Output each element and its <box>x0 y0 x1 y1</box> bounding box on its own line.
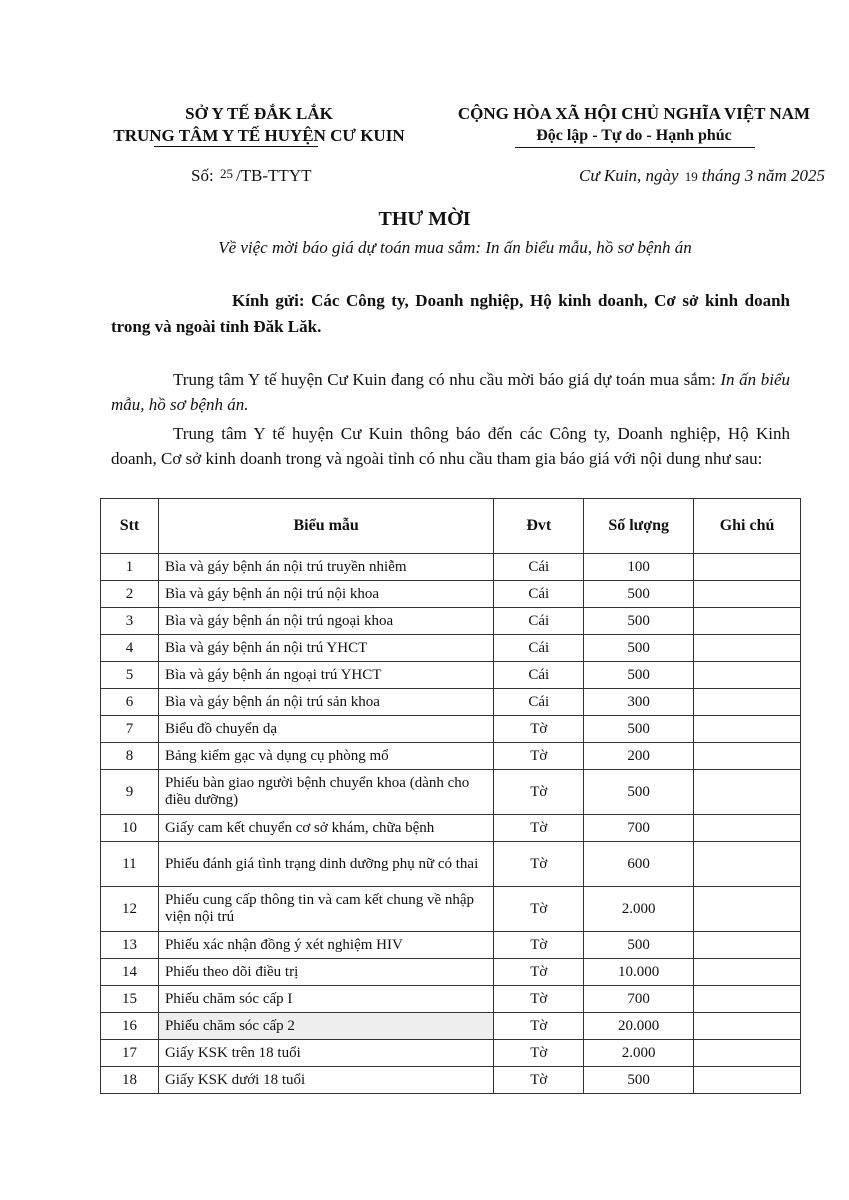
cell-name: Giấy KSK trên 18 tuổi <box>158 1040 493 1067</box>
cell-note <box>694 608 801 635</box>
cell-name: Giấy KSK dưới 18 tuổi <box>158 1067 493 1094</box>
cell-qty: 500 <box>584 581 694 608</box>
cell-stt: 5 <box>101 662 159 689</box>
cell-qty: 600 <box>584 842 694 887</box>
cell-unit: Tờ <box>494 743 584 770</box>
cell-qty: 200 <box>584 743 694 770</box>
table-row <box>101 959 801 986</box>
cell-note <box>694 770 801 815</box>
cell-note <box>694 1013 801 1040</box>
cell-note <box>694 932 801 959</box>
cell-stt: 2 <box>101 581 159 608</box>
cell-stt: 9 <box>101 770 159 815</box>
table-row <box>101 1067 801 1094</box>
cell-note <box>694 815 801 842</box>
header-note: Ghi chú <box>694 499 801 554</box>
cell-unit: Cái <box>494 581 584 608</box>
issuer-underline <box>154 146 318 147</box>
header-qty: Số lượng <box>584 499 694 554</box>
cell-qty: 10.000 <box>584 959 694 986</box>
document-title: THƯ MỜI <box>378 208 471 230</box>
cell-unit: Tờ <box>494 716 584 743</box>
doc-number-prefix: Số: <box>191 166 214 185</box>
cell-note <box>694 743 801 770</box>
cell-unit: Tờ <box>494 959 584 986</box>
cell-note <box>694 581 801 608</box>
cell-note <box>694 1067 801 1094</box>
cell-name: Phiếu chăm sóc cấp I <box>158 986 493 1013</box>
table-row <box>101 554 801 581</box>
cell-unit: Cái <box>494 662 584 689</box>
header-stt: Stt <box>101 499 159 554</box>
date-rest: tháng 3 năm 2025 <box>701 166 825 185</box>
cell-note <box>694 716 801 743</box>
cell-unit: Tờ <box>494 770 584 815</box>
cell-note <box>694 1040 801 1067</box>
document-date <box>579 166 825 186</box>
cell-qty: 500 <box>584 770 694 815</box>
cell-name: Phiếu bàn giao người bệnh chuyển khoa (dành cho điều dưỡng) <box>158 770 493 815</box>
cell-stt: 1 <box>101 554 159 581</box>
recipient-line: Kính gửi: Các Công ty, Doanh nghiệp, Hộ kinh doanh, Cơ sở kinh doanh trong và ngoài tỉnh Đăk Lăk. <box>111 291 790 336</box>
cell-note <box>694 689 801 716</box>
national-title: CỘNG HÒA XÃ HỘI CHỦ NGHĨA VIỆT NAM <box>457 104 811 123</box>
issuer-parent-org: SỞ Y TẾ ĐẮK LẮK <box>185 104 333 123</box>
cell-name: Bìa và gáy bệnh án nội trú nội khoa <box>158 581 493 608</box>
doc-number-value: 25 <box>219 166 233 181</box>
cell-note <box>694 842 801 887</box>
cell-unit: Tờ <box>494 1067 584 1094</box>
cell-stt: 4 <box>101 635 159 662</box>
motto-underline <box>515 147 755 148</box>
cell-name: Phiếu chăm sóc cấp 2 <box>158 1013 493 1040</box>
table-row <box>101 1040 801 1067</box>
cell-unit: Tờ <box>494 986 584 1013</box>
date-place-prefix: Cư Kuin, ngày <box>579 166 679 185</box>
cell-qty: 500 <box>584 635 694 662</box>
cell-name: Phiếu theo dõi điều trị <box>158 959 493 986</box>
notice-paragraph: Trung tâm Y tế huyện Cư Kuin thông báo đến các Công ty, Doanh nghiệp, Hộ Kinh doanh, Cơ sở kinh doanh trong và ngoài tỉnh có nhu cầu tham gia báo giá với nội dung như sau: <box>111 424 790 468</box>
cell-stt: 15 <box>101 986 159 1013</box>
table-row <box>101 635 801 662</box>
cell-unit: Tờ <box>494 887 584 932</box>
cell-stt: 7 <box>101 716 159 743</box>
cell-unit: Cái <box>494 608 584 635</box>
cell-note <box>694 887 801 932</box>
items-table <box>100 498 801 1094</box>
cell-qty: 500 <box>584 662 694 689</box>
cell-name: Phiếu cung cấp thông tin và cam kết chung về nhập viện nội trú <box>158 887 493 932</box>
cell-name: Bìa và gáy bệnh án nội trú sản khoa <box>158 689 493 716</box>
cell-qty: 20.000 <box>584 1013 694 1040</box>
cell-note <box>694 662 801 689</box>
cell-name: Bìa và gáy bệnh án nội trú ngoại khoa <box>158 608 493 635</box>
cell-name: Bìa và gáy bệnh án nội trú truyền nhiễm <box>158 554 493 581</box>
table-row <box>101 608 801 635</box>
table-row <box>101 581 801 608</box>
doc-number-suffix: /TB-TTYT <box>235 166 312 185</box>
header-unit: Đvt <box>494 499 584 554</box>
table-row <box>101 1013 801 1040</box>
cell-stt: 18 <box>101 1067 159 1094</box>
table-row <box>101 815 801 842</box>
table-row <box>101 770 801 815</box>
cell-qty: 500 <box>584 1067 694 1094</box>
cell-unit: Tờ <box>494 842 584 887</box>
cell-unit: Tờ <box>494 932 584 959</box>
cell-qty: 500 <box>584 716 694 743</box>
cell-stt: 12 <box>101 887 159 932</box>
cell-stt: 6 <box>101 689 159 716</box>
cell-qty: 300 <box>584 689 694 716</box>
intro-italic: In ấn biểu mẫu, hồ sơ bệnh án. <box>111 370 790 414</box>
cell-unit: Tờ <box>494 1040 584 1067</box>
issuer-org: TRUNG TÂM Y TẾ HUYỆN CƯ KUIN <box>113 126 405 145</box>
cell-qty: 500 <box>584 932 694 959</box>
table-row <box>101 716 801 743</box>
cell-stt: 10 <box>101 815 159 842</box>
cell-stt: 8 <box>101 743 159 770</box>
cell-name: Phiếu đánh giá tình trạng dinh dưỡng phụ nữ có thai <box>158 842 493 887</box>
issuer-header <box>88 103 430 147</box>
cell-qty: 700 <box>584 815 694 842</box>
cell-unit: Tờ <box>494 1013 584 1040</box>
cell-qty: 100 <box>584 554 694 581</box>
cell-name: Biểu đồ chuyển dạ <box>158 716 493 743</box>
table-row <box>101 662 801 689</box>
table-row <box>101 689 801 716</box>
cell-unit: Cái <box>494 635 584 662</box>
document-subtitle: Về việc mời báo giá dự toán mua sắm: In ấn biểu mẫu, hồ sơ bệnh án <box>218 238 692 257</box>
national-header <box>440 103 828 147</box>
cell-name: Bìa và gáy bệnh án nội trú YHCT <box>158 635 493 662</box>
header-name: Biểu mẫu <box>158 499 493 554</box>
cell-qty: 700 <box>584 986 694 1013</box>
cell-stt: 11 <box>101 842 159 887</box>
table-header-row <box>101 499 801 554</box>
national-motto: Độc lập - Tự do - Hạnh phúc <box>536 127 732 144</box>
cell-qty: 2.000 <box>584 1040 694 1067</box>
cell-stt: 17 <box>101 1040 159 1067</box>
cell-qty: 500 <box>584 608 694 635</box>
cell-stt: 14 <box>101 959 159 986</box>
intro-paragraph <box>111 367 790 417</box>
document-number <box>191 166 311 186</box>
cell-name: Bìa và gáy bệnh án ngoại trú YHCT <box>158 662 493 689</box>
cell-name: Phiếu xác nhận đồng ý xét nghiệm HIV <box>158 932 493 959</box>
cell-note <box>694 554 801 581</box>
table-row <box>101 986 801 1013</box>
intro-text: Trung tâm Y tế huyện Cư Kuin đang có nhu cầu mời báo giá dự toán mua sắm: <box>173 370 721 389</box>
cell-stt: 13 <box>101 932 159 959</box>
cell-note <box>694 986 801 1013</box>
cell-unit: Tờ <box>494 815 584 842</box>
cell-name: Giấy cam kết chuyển cơ sở khám, chữa bệnh <box>158 815 493 842</box>
cell-unit: Cái <box>494 554 584 581</box>
cell-stt: 3 <box>101 608 159 635</box>
table-row <box>101 842 801 887</box>
cell-name: Bảng kiểm gạc và dụng cụ phòng mổ <box>158 743 493 770</box>
table-row <box>101 743 801 770</box>
cell-note <box>694 959 801 986</box>
cell-stt: 16 <box>101 1013 159 1040</box>
cell-unit: Cái <box>494 689 584 716</box>
date-day: 19 <box>684 169 698 184</box>
table-row <box>101 932 801 959</box>
table-row <box>101 887 801 932</box>
cell-qty: 2.000 <box>584 887 694 932</box>
cell-note <box>694 635 801 662</box>
